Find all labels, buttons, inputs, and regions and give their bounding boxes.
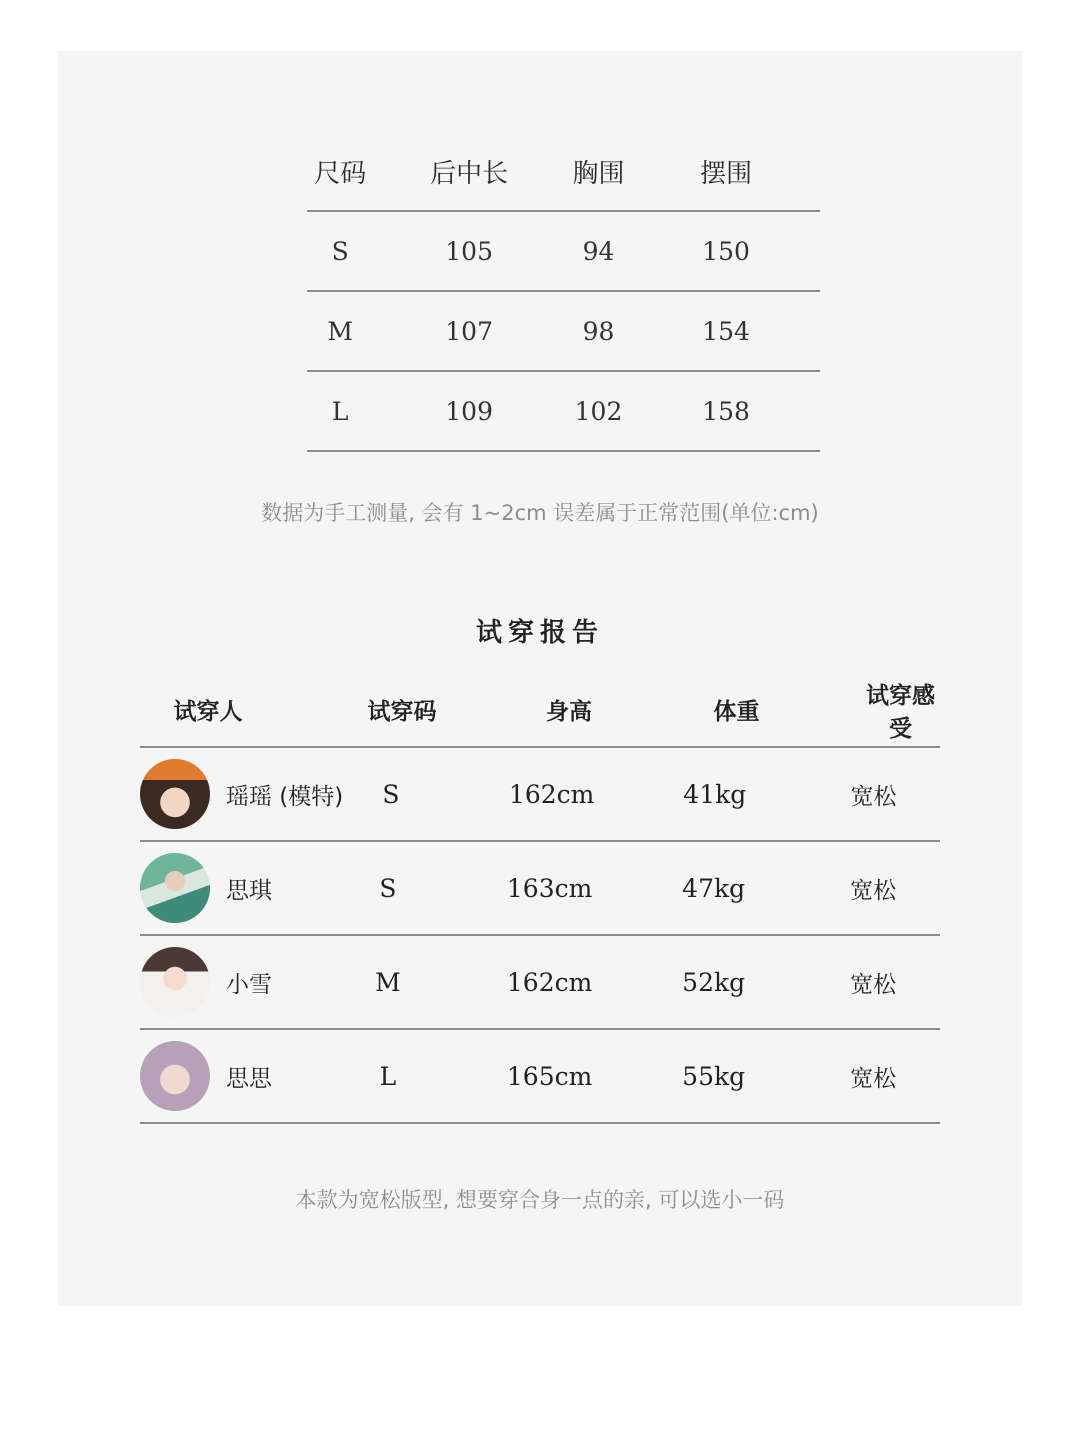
tester-name: 思琪 [226, 877, 272, 904]
tester-feeling: 宽松 [850, 783, 897, 810]
size-row [307, 292, 820, 372]
header-feeling: 试穿感受 [866, 682, 935, 742]
avatar [140, 1041, 210, 1111]
header-tester: 试穿人 [173, 699, 243, 725]
measurement-note: 数据为手工测量, 会有 1~2cm 误差属于正常范围(单位:cm) [261, 501, 819, 525]
size-table-header [307, 132, 820, 212]
header-size: 尺码 [314, 158, 367, 189]
tester-name: 小雪 [226, 971, 272, 998]
cell-hem: 154 [702, 316, 750, 346]
size-row [307, 212, 820, 292]
tester-row [140, 1030, 940, 1124]
tester-cell [140, 853, 327, 923]
tester-height: 162cm [506, 967, 593, 997]
header-weight: 体重 [713, 699, 760, 725]
tester-cell [140, 1041, 327, 1111]
header-back-length: 后中长 [430, 158, 509, 189]
try-size: S [379, 873, 397, 903]
avatar [140, 759, 210, 829]
tester-name: 思思 [226, 1065, 272, 1092]
tester-cell [140, 759, 344, 829]
tester-name: 瑶瑶 (模特) [226, 783, 344, 810]
tester-weight: 52kg [682, 967, 746, 997]
tester-height: 163cm [506, 873, 593, 903]
tester-feeling: 宽松 [850, 971, 897, 998]
cell-size: L [331, 396, 349, 426]
cell-chest: 94 [582, 236, 615, 266]
try-size: M [375, 967, 401, 997]
size-table [307, 132, 820, 452]
try-on-header [140, 673, 940, 748]
tester-weight: 41kg [683, 779, 747, 809]
try-size: L [379, 1061, 397, 1091]
try-on-table [140, 673, 940, 1124]
tester-height: 162cm [508, 779, 595, 809]
tester-cell [140, 947, 327, 1017]
tester-row [140, 842, 940, 936]
tester-height: 165cm [506, 1061, 593, 1091]
header-height: 身高 [546, 699, 592, 725]
tester-weight: 55kg [682, 1061, 746, 1091]
avatar [140, 853, 210, 923]
header-try-size: 试穿码 [367, 699, 437, 725]
cell-back-length: 107 [445, 316, 493, 346]
header-hem: 摆围 [700, 158, 753, 189]
cell-size: M [327, 316, 354, 346]
fit-note: 本款为宽松版型, 想要穿合身一点的亲, 可以选小一码 [295, 1188, 785, 1212]
cell-hem: 158 [702, 396, 750, 426]
cell-chest: 102 [574, 396, 623, 426]
try-on-report-title: 试穿报告 [475, 618, 604, 648]
header-chest: 胸围 [572, 158, 625, 189]
cell-back-length: 105 [445, 236, 493, 266]
tester-weight: 47kg [682, 873, 746, 903]
size-row [307, 372, 820, 452]
cell-chest: 98 [582, 316, 615, 346]
cell-size: S [331, 236, 349, 266]
tester-row [140, 748, 940, 842]
cell-hem: 150 [702, 236, 750, 266]
tester-row [140, 936, 940, 1030]
tester-feeling: 宽松 [850, 1065, 897, 1092]
cell-back-length: 109 [445, 396, 493, 426]
try-size: S [382, 779, 400, 809]
avatar [140, 947, 210, 1017]
tester-feeling: 宽松 [850, 877, 897, 904]
